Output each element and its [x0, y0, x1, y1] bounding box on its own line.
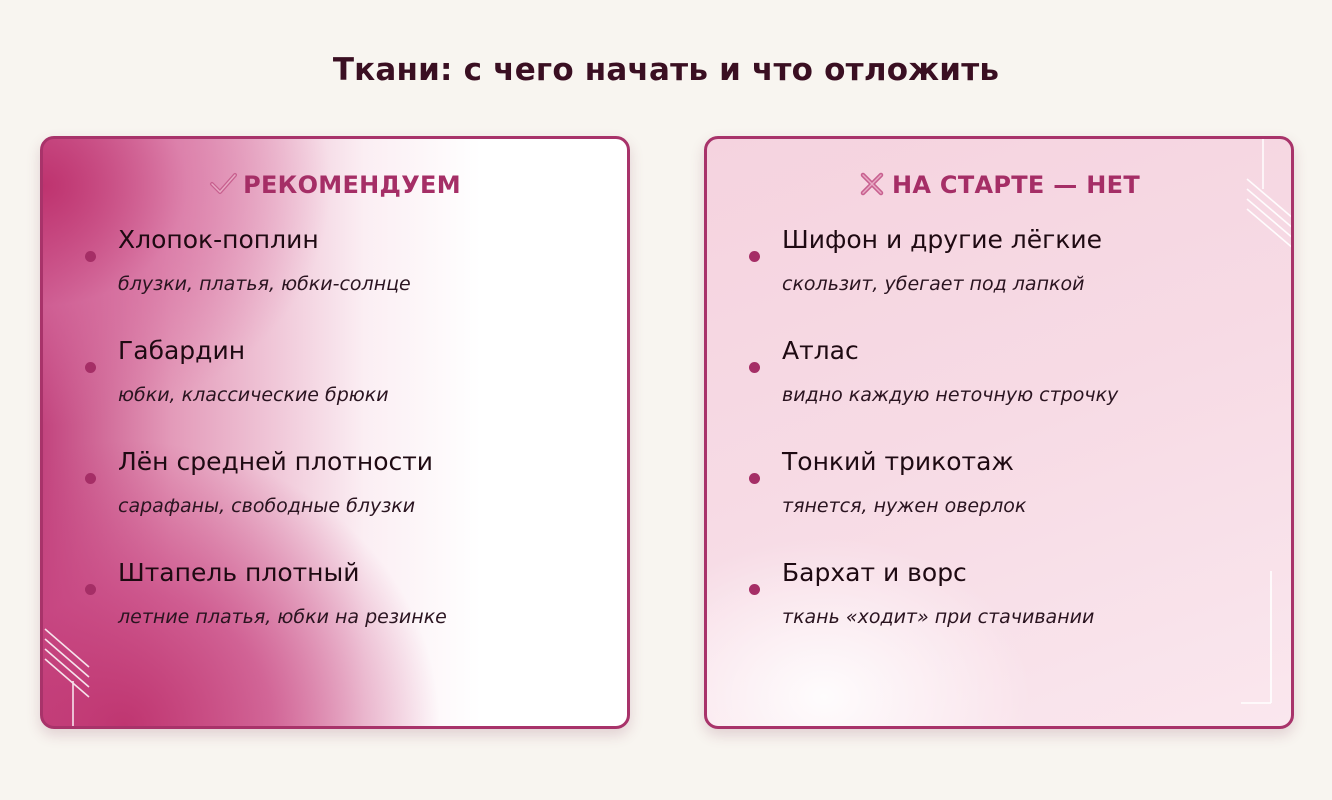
fabric-usage: блузки, платья, юбки-солнце [118, 273, 411, 295]
fabric-name: Хлопок-поплин [118, 225, 319, 254]
bullet-icon [749, 473, 760, 484]
bullet-icon [749, 362, 760, 373]
fabric-name: Штапель плотный [118, 558, 360, 587]
avoid-list [707, 225, 1291, 669]
fabric-name: Тонкий трикотаж [782, 447, 1014, 476]
list-item [707, 558, 1291, 669]
fabric-name: Лён средней плотности [118, 447, 434, 476]
cross-icon [858, 170, 886, 198]
bullet-icon [749, 584, 760, 595]
recommend-card [40, 136, 630, 729]
list-item [707, 225, 1291, 336]
avoid-card [704, 136, 1294, 729]
fabric-usage: сарафаны, свободные блузки [118, 495, 416, 517]
bullet-icon [749, 251, 760, 262]
check-icon [209, 170, 237, 198]
fabric-usage: летние платья, юбки на резинке [118, 606, 447, 628]
recommend-header-label: РЕКОМЕНДУЕМ [243, 171, 461, 199]
fabric-name: Бархат и ворс [782, 558, 967, 587]
list-item [707, 447, 1291, 558]
avoid-header [707, 171, 1291, 200]
list-item [707, 336, 1291, 447]
bullet-icon [85, 362, 96, 373]
list-item [43, 225, 627, 336]
fabric-reason: видно каждую неточную строчку [782, 384, 1119, 406]
bullet-icon [85, 584, 96, 595]
fabric-reason: тянется, нужен оверлок [782, 495, 1027, 517]
fabric-reason: ткань «ходит» при стачивании [782, 606, 1095, 628]
avoid-header-label: НА СТАРТЕ — НЕТ [892, 171, 1140, 199]
page-title: Ткани: с чего начать и что отложить [332, 52, 1000, 88]
list-item [43, 336, 627, 447]
fabric-name: Шифон и другие лёгкие [782, 225, 1103, 254]
list-item [43, 447, 627, 558]
list-item [43, 558, 627, 669]
fabric-reason: скользит, убегает под лапкой [782, 273, 1085, 295]
fabric-usage: юбки, классические брюки [118, 384, 389, 406]
recommend-list [43, 225, 627, 669]
bullet-icon [85, 251, 96, 262]
fabric-name: Атлас [782, 336, 859, 365]
fabric-name: Габардин [118, 336, 246, 365]
bullet-icon [85, 473, 96, 484]
recommend-header [43, 171, 627, 200]
